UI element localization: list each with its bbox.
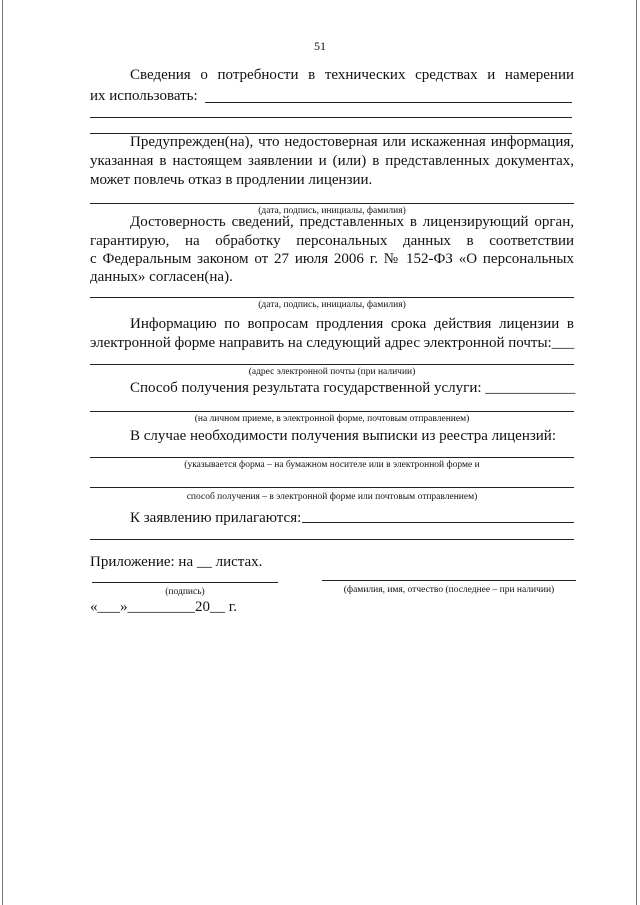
email-line-1: Информацию по вопросам продления срока действия лицензии в: [130, 316, 574, 332]
reliability-line-1: Достоверность сведений, представленных в лицензирующий орган,: [130, 214, 574, 230]
appendix-text: Приложение: на __ листах.: [90, 554, 263, 570]
reliability-line-3: с Федеральным законом от 27 июля 2006 г. № 152-ФЗ «О персональных: [90, 251, 574, 267]
extract-answer-line-2[interactable]: [90, 487, 574, 488]
page-number: 51: [314, 39, 326, 53]
date-line: «___»_________20__ г.: [90, 599, 237, 615]
needs-line-2: их использовать:: [90, 88, 198, 104]
warning-line-2: указанная в настоящем заявлении и (или) в представленных документах,: [90, 153, 574, 169]
needs-answer-line-1[interactable]: [205, 102, 572, 103]
warning-signature-line[interactable]: [90, 203, 574, 204]
result-method-caption: (на личном приеме, в электронной форме, почтовым отправлением): [194, 414, 470, 424]
attached-answer-line-1[interactable]: [302, 522, 574, 523]
needs-line-1: Сведения о потребности в технических средствах и намерении: [130, 67, 574, 83]
reliability-caption: (дата, подпись, инициалы, фамилия): [258, 300, 406, 310]
signature-line[interactable]: [92, 582, 278, 583]
warning-line-1: Предупрежден(на), что недостоверная или искаженная информация,: [130, 134, 574, 150]
full-name-caption: (фамилия, имя, отчество (последнее – при наличии): [343, 585, 555, 595]
warning-line-3: может повлечь отказ в продлении лицензии.: [90, 172, 373, 188]
email-caption: (адрес электронной почты (при наличии): [248, 367, 416, 377]
page-right-edge: [636, 0, 637, 905]
email-line-2: электронной форме направить на следующий адрес электронной почты:___: [90, 335, 575, 351]
email-answer-line[interactable]: [90, 364, 574, 365]
needs-answer-line-2[interactable]: [90, 117, 572, 118]
extract-caption-1: (указывается форма – на бумажном носителе или в электронной форме и: [184, 460, 480, 470]
result-method-answer-line[interactable]: [90, 411, 574, 412]
full-name-line[interactable]: [322, 580, 576, 581]
extract-answer-line-1[interactable]: [90, 457, 574, 458]
reliability-line-2: гарантирую, на обработку персональных данных в соответствии: [90, 233, 574, 249]
extract-caption-2: способ получения – в электронной форме или почтовым отправлением): [186, 492, 478, 502]
warning-caption: (дата, подпись, инициалы, фамилия): [258, 206, 406, 216]
reliability-line-4: данных» согласен(на).: [90, 269, 233, 285]
page-left-edge: [2, 0, 3, 905]
attached-answer-line-2[interactable]: [90, 539, 574, 540]
result-method-line: Способ получения результата государственной услуги: ____________: [130, 380, 576, 396]
attached-label: К заявлению прилагаются:: [130, 510, 302, 526]
extract-line: В случае необходимости получения выписки из реестра лицензий:: [130, 428, 556, 444]
signature-caption: (подпись): [165, 587, 205, 597]
reliability-signature-line[interactable]: [90, 297, 574, 298]
